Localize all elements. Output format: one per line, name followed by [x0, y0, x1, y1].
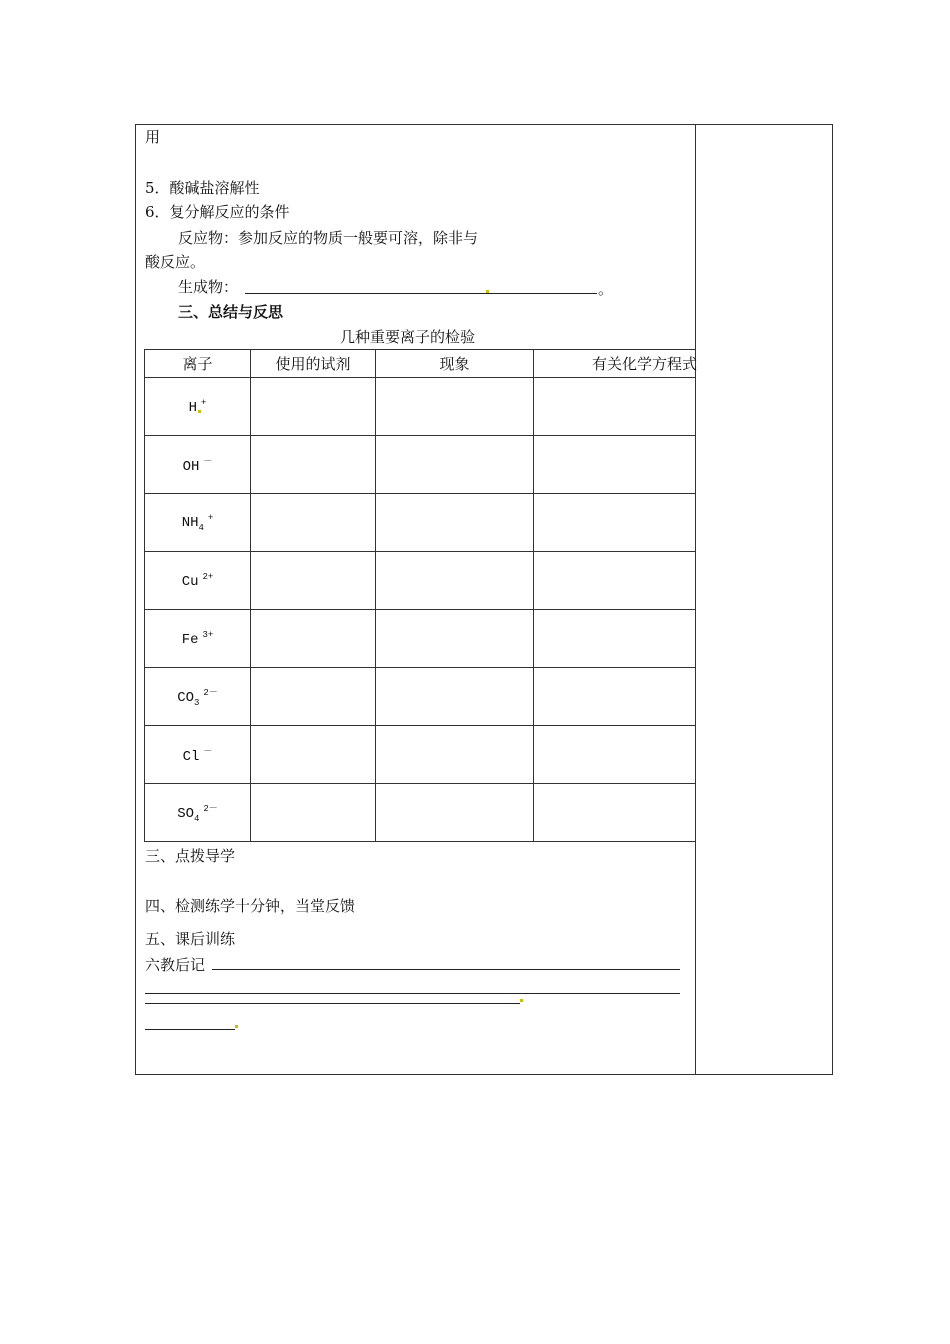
table-row	[145, 378, 696, 436]
ion-base: CO	[177, 689, 194, 706]
header-equation: 有关化学方程式	[534, 350, 696, 378]
table-row	[145, 436, 696, 494]
ion-base: Cu	[181, 573, 199, 590]
table-row	[145, 784, 696, 842]
ion-cell	[145, 668, 251, 726]
ion-charge: +	[207, 512, 214, 523]
reagent-cell	[251, 552, 376, 610]
ion-charge: 3+	[202, 629, 214, 640]
ion-base: SO	[177, 805, 194, 822]
reactant-line-cont: 酸反应。	[145, 253, 206, 271]
reagent-cell	[251, 436, 376, 494]
yellow-mark	[486, 290, 489, 293]
ion-base: NH	[181, 514, 199, 531]
equation-cell	[534, 378, 696, 436]
reagent-cell	[251, 726, 376, 784]
header-ion: 离子	[145, 350, 251, 378]
ion-formula	[188, 397, 207, 416]
phenomenon-cell	[376, 784, 534, 842]
ion-subscript: 3	[194, 697, 200, 708]
reagent-cell	[251, 610, 376, 668]
yellow-mark	[235, 1025, 238, 1028]
equation-cell	[534, 610, 696, 668]
ion-charge: 2+	[202, 571, 214, 582]
ion-formula	[183, 459, 213, 475]
ion-formula	[181, 512, 214, 533]
phenomenon-cell	[376, 552, 534, 610]
ion-formula	[181, 629, 214, 648]
notes-line-3	[145, 1003, 520, 1004]
notes-line-1	[212, 969, 680, 970]
reagent-cell	[251, 378, 376, 436]
ion-test-table	[144, 349, 696, 842]
ion-formula	[177, 690, 218, 706]
line-yong: 用	[145, 128, 161, 146]
notes-line-2	[145, 993, 680, 994]
ion-formula	[177, 806, 218, 822]
ion-cell	[145, 610, 251, 668]
product-end: 。	[598, 280, 614, 298]
ion-cell	[145, 726, 251, 784]
equation-cell	[534, 494, 696, 552]
equation-cell	[534, 784, 696, 842]
phenomenon-cell	[376, 610, 534, 668]
table-row	[145, 494, 696, 552]
section-guidance: 三、点拨导学	[145, 847, 236, 865]
ion-cell	[145, 436, 251, 494]
phenomenon-cell	[376, 436, 534, 494]
table-header-row	[145, 350, 696, 378]
ion-base: H	[188, 399, 197, 416]
table-row	[145, 552, 696, 610]
product-label: 生成物：	[178, 278, 239, 296]
item-6-conditions: 6．复分解反应的条件	[145, 203, 290, 221]
ion-charge: 2－	[203, 804, 218, 815]
ion-charge: +	[201, 397, 207, 408]
phenomenon-cell	[376, 726, 534, 784]
reagent-cell	[251, 784, 376, 842]
reagent-cell	[251, 668, 376, 726]
ion-base: Fe	[181, 631, 199, 648]
section-practice: 四、检测练学十分钟，当堂反馈	[145, 897, 356, 915]
equation-cell	[534, 726, 696, 784]
header-reagent: 使用的试剂	[251, 350, 376, 378]
equation-cell	[534, 668, 696, 726]
section-teaching-notes: 六教后记	[145, 956, 206, 974]
ion-charge: －	[203, 747, 213, 758]
ion-base: Cl	[182, 748, 200, 765]
header-phenomenon: 现象	[376, 350, 534, 378]
ion-cell	[145, 378, 251, 436]
reagent-cell	[251, 494, 376, 552]
phenomenon-cell	[376, 378, 534, 436]
yellow-mark	[198, 410, 201, 413]
table-title: 几种重要离子的检验	[340, 328, 476, 346]
product-blank-line	[245, 293, 597, 294]
phenomenon-cell	[376, 494, 534, 552]
ion-subscript: 4	[198, 522, 204, 533]
table-row	[145, 610, 696, 668]
yellow-mark	[520, 999, 523, 1002]
ion-charge: －	[203, 457, 213, 468]
ion-charge: 2－	[203, 688, 218, 699]
table-row	[145, 726, 696, 784]
item-5-solubility: 5．酸碱盐溶解性	[145, 179, 260, 197]
ion-formula	[181, 571, 214, 590]
table-row	[145, 668, 696, 726]
ion-subscript: 4	[194, 813, 200, 824]
ion-formula	[183, 749, 213, 765]
ion-cell	[145, 494, 251, 552]
phenomenon-cell	[376, 668, 534, 726]
equation-cell	[534, 436, 696, 494]
reactant-line: 反应物：参加反应的物质一般要可溶，除非与	[178, 229, 479, 247]
ion-base: OH	[182, 458, 200, 475]
ion-cell	[145, 784, 251, 842]
section-homework: 五、课后训练	[145, 930, 236, 948]
equation-cell	[534, 552, 696, 610]
ion-cell	[145, 552, 251, 610]
section-summary-heading: 三、总结与反思	[178, 303, 284, 321]
notes-line-4	[145, 1029, 235, 1030]
